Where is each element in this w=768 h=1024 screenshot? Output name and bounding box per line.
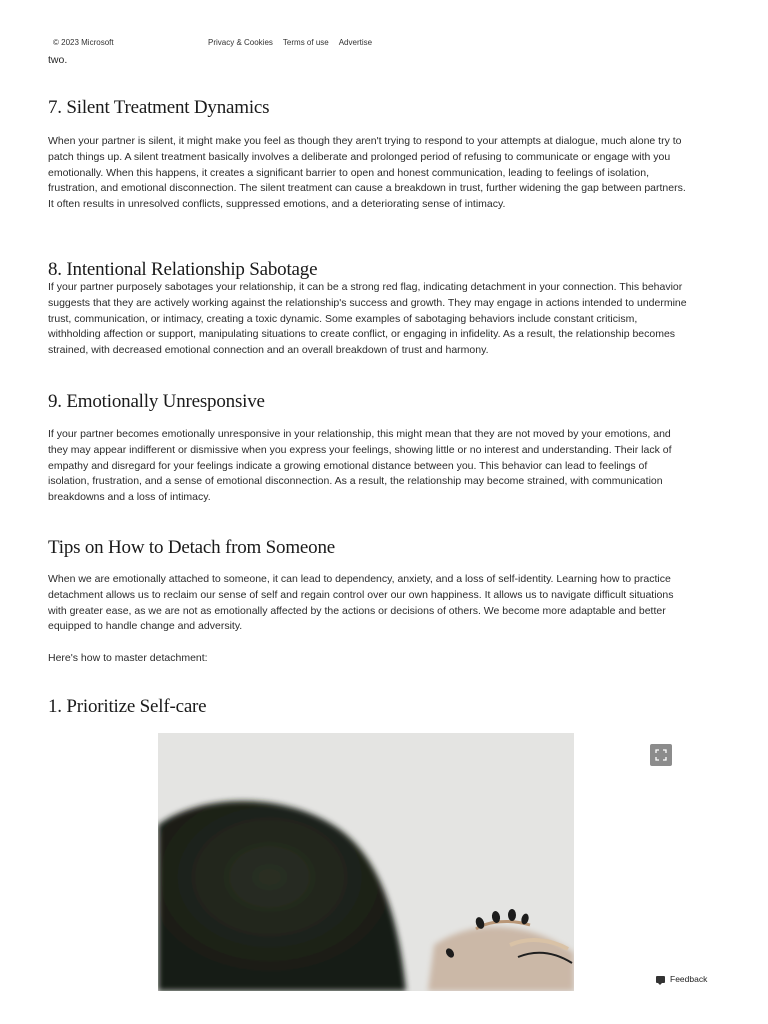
section-heading: 8. Intentional Relationship Sabotage [48, 259, 318, 280]
expand-image-button[interactable] [650, 744, 672, 766]
terms-link[interactable]: Terms of use [282, 38, 329, 47]
feedback-icon [656, 976, 665, 983]
article-body [48, 52, 688, 717]
section-paragraph: If your partner becomes emotionally unresponsive in your relationship, this might mean that they are not moved by your emotions, and they may appear indifferent or dismissive when you express your feelings, showing little or no interest and understanding. Their lack of empathy and disregard for your feelings indicate a growing emotional distance between you. This behavior can lead to feelings of isolation, frustration, and a sense of emotional disconnection. As a result, the relationship may become strained, with communication breakdowns and a loss of intimacy. [48, 428, 672, 504]
section-paragraph: If your partner purposely sabotages your relationship, it can be a strong red flag, indicating detachment in your connection. This behavior suggests that they are actively working against the relationship's success and growth. They may engage in actions intended to undermine trust, communication, or intimacy, creating a toxic dynamic. Some examples of sabotaging behaviors include constant criticism, withholding affection or support, manipulating situations to create conflict, or engaging in infidelity. As a result, the relationship becomes strained, with decreased emotional connection and an overall breakdown of trust and harmony. [48, 281, 687, 357]
section-paragraph: Here's how to master detachment: [48, 652, 208, 664]
advertise-link[interactable]: Advertise [338, 38, 373, 47]
footer-bar [0, 36, 768, 52]
section-paragraph: When we are emotionally attached to someone, it can lead to dependency, anxiety, and a loss of self-identity. Learning how to practice detachment allows us to reclaim our sense of self and regain control over our own happiness. It allows us to navigate difficult situations with greater ease, as we are not as emotionally affected by the actions or decisions of others. We become more adaptable and better equipped to handle change and adversity. [48, 573, 674, 633]
section-heading: 1. Prioritize Self-care [48, 696, 207, 717]
privacy-link[interactable]: Privacy & Cookies [208, 38, 273, 47]
footer-links [208, 38, 372, 47]
section-paragraph: When your partner is silent, it might make you feel as though they aren't trying to respond to your attempts at dialogue, much alone try to patch things up. A silent treatment basically involves a deliberate and prolonged period of refusing to communicate or engage with you emotionally. When this happens, it creates a significant barrier to open and honest communication, leading to feelings of isolation, frustration, and emotional disconnection. The silent treatment can cause a breakdown in trust, further widening the gap between partners. It often results in unresolved conflicts, suppressed emotions, and a deteriorating sense of intimacy. [48, 135, 686, 211]
feedback-label: Feedback [670, 974, 708, 984]
section-heading: 7. Silent Treatment Dynamics [48, 97, 270, 118]
feedback-button[interactable] [656, 974, 707, 984]
article-image [158, 733, 574, 991]
section-heading: Tips on How to Detach from Someone [48, 537, 335, 558]
expand-icon [655, 749, 667, 761]
article-image-frame [48, 733, 685, 991]
photo-illustration [158, 733, 574, 991]
section-heading: 9. Emotionally Unresponsive [48, 391, 265, 412]
lead-fragment: two. [48, 54, 68, 66]
copyright-text: © 2023 Microsoft [53, 38, 114, 47]
